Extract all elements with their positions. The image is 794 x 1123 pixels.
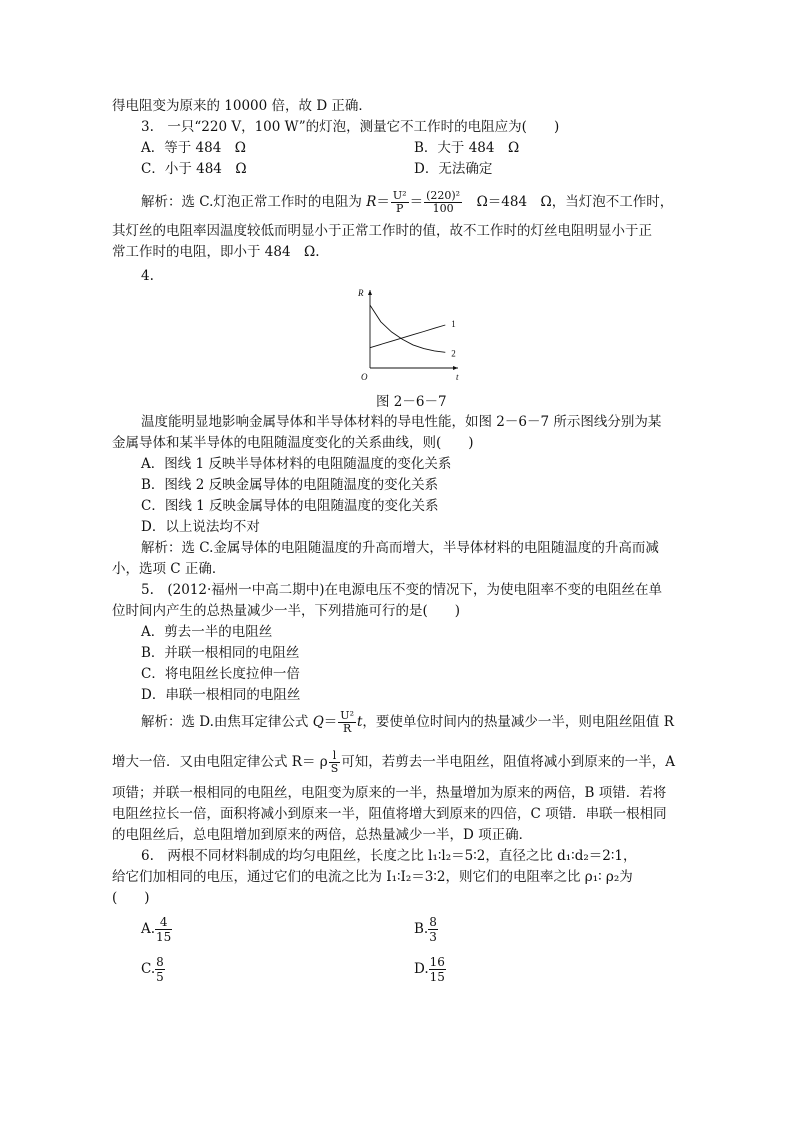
text-line: 位时间内产生的总热量减少一半，下列措施可行的是( ) bbox=[112, 603, 461, 619]
option-4a: A．图线 1 反映半导体材料的电阻随温度的变化关系 bbox=[141, 456, 452, 472]
question-4: 温度能明显地影响金属导体和半导体材料的导电性能，如图 2－6－7 所示图线分别为某 bbox=[141, 414, 662, 430]
option-4d: D．以上说法均不对 bbox=[141, 519, 260, 535]
origin-label: O bbox=[361, 372, 368, 382]
x-axis-label: t bbox=[456, 372, 459, 382]
y-axis-label: R bbox=[358, 288, 364, 298]
option-6a: A. $\frac{4}{15}$ bbox=[141, 915, 172, 944]
figure-caption: 图 2－6－7 bbox=[376, 394, 447, 410]
question-6: 6. 两根不同材料制成的均匀电阻丝，长度之比 l₁∶l₂＝5∶2，直径之比 d₁∶d₂＝2∶1， bbox=[141, 848, 637, 864]
option-4c: C．图线 1 反映金属导体的电阻随温度的变化关系 bbox=[141, 498, 439, 514]
fraction: $\frac{8}{5}$ bbox=[156, 955, 164, 984]
option-5b: B．并联一根相同的电阻丝 bbox=[141, 645, 300, 661]
text-line: 的电阻丝后，总电阻增加到原来的两倍，总热量减少一半，D 项正确． bbox=[112, 827, 533, 843]
option-5d: D．串联一根相同的电阻丝 bbox=[141, 687, 301, 703]
x-axis-arrow bbox=[453, 366, 458, 370]
text-line: 常工作时的电阻，即小于 484 Ω. bbox=[112, 244, 320, 260]
option-3d: D．无法确定 bbox=[414, 161, 493, 177]
curve-1 bbox=[370, 325, 445, 348]
text-line: 小，选项 C 正确． bbox=[112, 561, 226, 577]
option-4b: B．图线 2 反映金属导体的电阻随温度的变化关系 bbox=[141, 477, 439, 493]
question-3: 3. 一只“220 V，100 W”的灯泡，测量它不工作时的电阻应为( ) bbox=[141, 119, 560, 135]
solution-5: 解析：选 D.由焦耳定律公式 Q＝ $\frac{\text{U²}}{R}$ t，要使单位时间内的热量减少一半，则电阻丝阻值 R bbox=[141, 709, 674, 735]
text-line: 增大一倍．又由电阻定律公式 R＝ ρ $\frac{l}{S}$ 可知，若剪去一半电阻丝，阻值将减小到原来的一半，A bbox=[112, 749, 675, 775]
option-5a: A．剪去一半的电阻丝 bbox=[141, 624, 273, 640]
fraction: $\frac{16}{15}$ bbox=[429, 955, 445, 984]
option-5c: C．将电阻丝长度拉伸一倍 bbox=[141, 666, 300, 682]
fraction: $\frac{4}{15}$ bbox=[156, 915, 172, 944]
text-line: 其灯丝的电阻率因温度较低而明显小于正常工作时的值，故不工作时的灯丝电阻明显小于正 bbox=[112, 223, 652, 239]
solution-4: 解析：选 C.金属导体的电阻随温度的升高而增大，半导体材料的电阻随温度的升高而减 bbox=[141, 540, 659, 556]
text-line: 电阻丝拉长一倍，面积将减小到原来一半，阻值将增大到原来的四倍，C 项错．串联一根相同 bbox=[112, 806, 667, 822]
curve-1-label: 1 bbox=[451, 318, 456, 329]
option-3b: B．大于 484 Ω bbox=[414, 140, 520, 156]
text-line: 得电阻变为原来的 10000 倍，故 D 正确． bbox=[112, 98, 372, 114]
text-line: ( ) bbox=[112, 890, 150, 906]
curve-2-label: 2 bbox=[451, 348, 456, 359]
option-3c: C．小于 484 Ω bbox=[141, 161, 247, 177]
fraction: $\frac{l}{S}$ bbox=[330, 749, 339, 775]
fraction: $\frac{\text{U²}}{P}$ bbox=[392, 189, 407, 215]
y-axis-arrow bbox=[368, 290, 372, 295]
resistance-temperature-chart bbox=[352, 282, 462, 392]
option-6d: D. $\frac{16}{15}$ bbox=[414, 955, 445, 984]
question-4-number: 4. bbox=[141, 268, 154, 284]
chart-axes bbox=[368, 290, 458, 370]
text-line: 金属导体和某半导体的电阻随温度变化的关系曲线，则( ) bbox=[112, 435, 474, 451]
chart-series bbox=[370, 305, 445, 352]
option-3a: A．等于 484 Ω bbox=[141, 140, 247, 156]
fraction: $\frac{\text{U²}}{R}$ bbox=[340, 709, 354, 735]
question-5: 5. (2012·福州一中高二期中)在电源电压不变的情况下，为使电阻率不变的电阻丝在单 bbox=[141, 582, 663, 598]
fraction: $\frac{\text{(220)²}}{100}$ bbox=[426, 189, 461, 215]
text-line: 项错；并联一根相同的电阻丝，电阻变为原来的一半，热量增加为原来的两倍，B 项错．若将 bbox=[112, 785, 667, 801]
solution-3: 解析：选 C.灯泡正常工作时的电阻为 R＝ $\frac{\text{U²}}{P}$ ＝ $\frac{\text{(220)²}}{100}$ Ω＝484 Ω，当灯泡不工作时， bbox=[141, 189, 674, 215]
text-line: 给它们加相同的电压，通过它们的电流之比为 I₁∶I₂＝3∶2，则它们的电阻率之比 ρ₁∶ ρ₂为 bbox=[112, 869, 633, 885]
option-6b: B. $\frac{8}{3}$ bbox=[414, 915, 437, 944]
fraction: $\frac{8}{3}$ bbox=[429, 915, 437, 944]
option-6c: C. $\frac{8}{5}$ bbox=[141, 955, 164, 984]
